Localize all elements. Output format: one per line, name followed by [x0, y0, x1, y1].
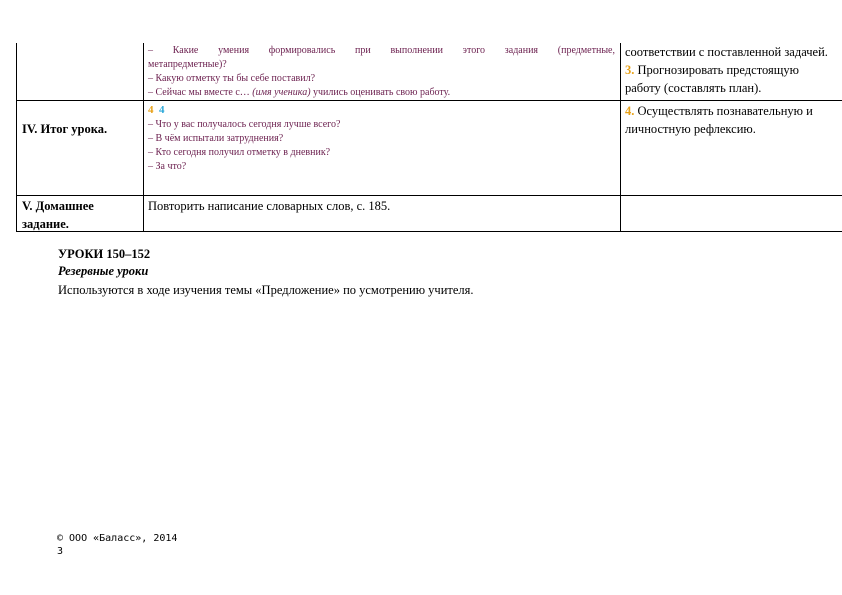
question-italic: (имя ученика) — [252, 87, 311, 98]
column-divider — [620, 43, 621, 231]
question-text: – Сейчас мы вместе с… — [148, 87, 253, 98]
stage-title: IV. Итог урока. — [22, 122, 108, 136]
ud-text: Прогнозировать предстоящую — [634, 63, 799, 77]
question-line: метапредметные)? — [148, 59, 227, 70]
homework-title-line: задание. — [22, 217, 69, 231]
ud-line — [625, 61, 842, 79]
lessons-description: Используются в ходе изучения темы «Предложение» по усмотрению учителя. — [58, 283, 474, 297]
copyright: © ООО «Баласс», 2014 — [57, 533, 178, 544]
lesson-table — [16, 43, 842, 232]
question-line: – Какие умения формировались при выполнении этого задания (предметные, — [148, 45, 615, 56]
row1-ud — [625, 43, 842, 97]
question-line: – Что у вас получалось сегодня лучше всего? — [148, 119, 341, 130]
ud-line: соответствии с поставленной задачей. — [625, 45, 828, 59]
page-number: 3 — [57, 546, 64, 557]
ud-number: 3. — [625, 63, 635, 77]
question-line — [148, 86, 615, 100]
question-line: – Кто сегодня получил отметку в дневник? — [148, 147, 331, 158]
ud-line: личностную рефлексию. — [625, 122, 756, 136]
ud-line: работу (составлять план). — [625, 81, 762, 95]
marker-numbers — [148, 102, 615, 118]
marker-number-orange: 4 — [148, 104, 154, 116]
column-divider — [143, 43, 144, 231]
ud-line — [625, 102, 842, 120]
ud-text: Осуществлять познавательную и — [634, 104, 813, 118]
question-line: – В чём испытали затруднения? — [148, 133, 284, 144]
row2-questions — [148, 102, 615, 174]
question-line: – Какую отметку ты бы себе поставил? — [148, 73, 316, 84]
lessons-title: УРОКИ 150–152 — [58, 247, 151, 261]
row2-ud — [625, 102, 842, 138]
question-line: – За что? — [148, 161, 187, 172]
ud-number: 4. — [625, 104, 635, 118]
homework-title — [22, 197, 140, 233]
marker-number-blue: 4 — [159, 104, 165, 116]
homework-title-line: V. Домашнее — [22, 199, 94, 213]
lessons-subtitle: Резервные уроки — [58, 264, 149, 278]
row-divider — [17, 195, 842, 196]
row1-questions — [148, 44, 615, 100]
question-text: учились оценивать свою работу. — [310, 87, 451, 98]
homework-text: Повторить написание словарных слов, с. 185. — [148, 199, 391, 213]
row-divider — [17, 100, 842, 101]
